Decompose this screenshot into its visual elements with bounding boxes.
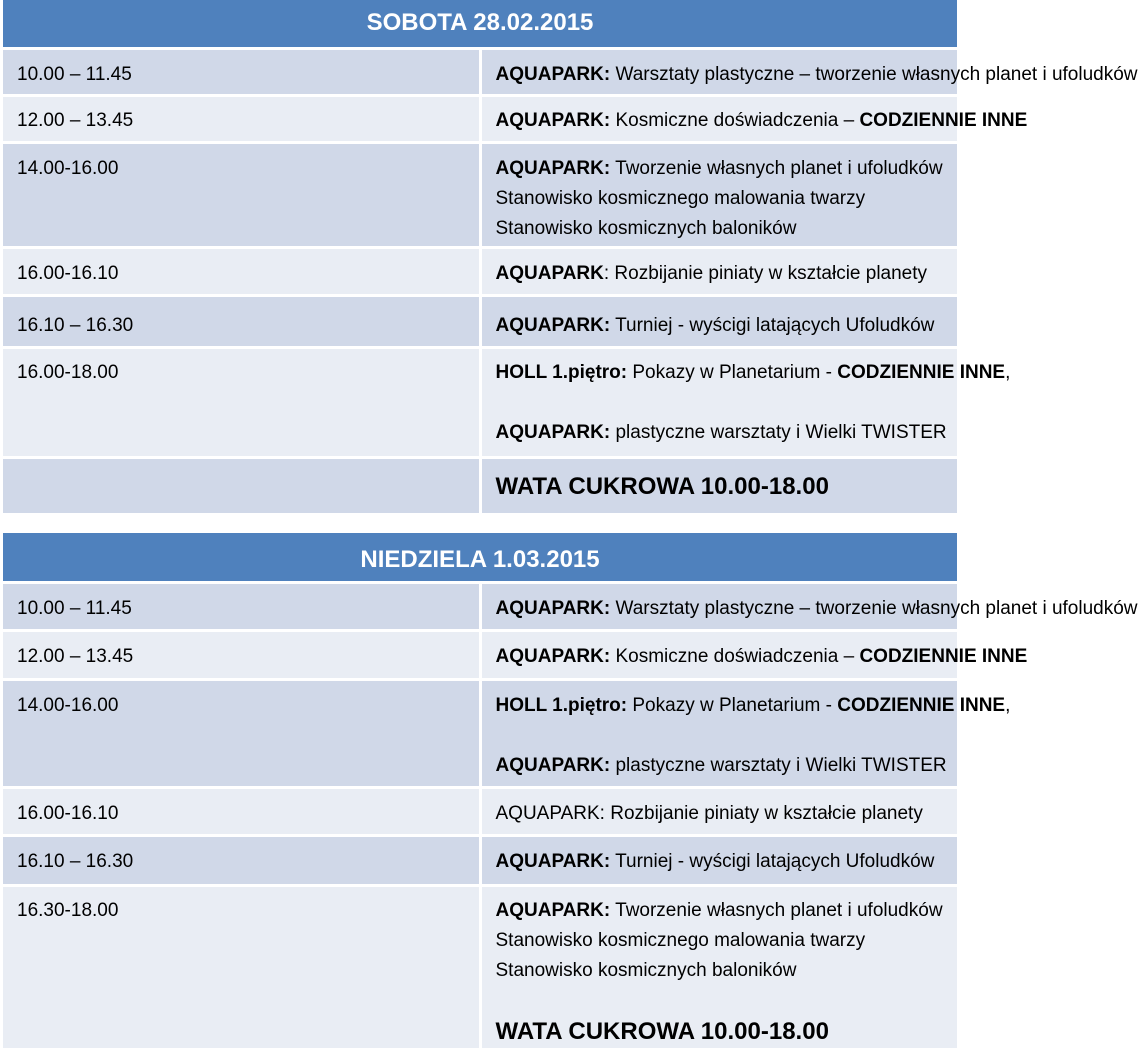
activity-label-bold: AQUAPARK:	[495, 754, 611, 776]
activity-label-bold: AQUAPARK:	[495, 158, 611, 179]
schedule-row	[3, 96, 957, 143]
activity-cell	[480, 458, 957, 513]
activity-cell	[480, 248, 957, 296]
schedule-row	[3, 835, 957, 885]
cotton-candy-note: WATA CUKROWA 10.00-18.00	[495, 1017, 829, 1045]
activity-line	[496, 311, 958, 341]
time-cell	[3, 835, 480, 885]
time-label	[17, 471, 479, 501]
activity-line	[495, 594, 1138, 624]
activity-cell	[480, 143, 957, 248]
time-label: 10.00 – 11.45	[17, 64, 132, 85]
sunday-title: NIEDZIELA 1.03.2015	[360, 545, 600, 573]
activity-text: Stanowisko kosmicznego malowania twarzy	[495, 188, 866, 209]
activity-text: Stanowisko kosmicznego malowania twarzy	[495, 929, 866, 951]
activity-line	[495, 691, 1011, 721]
activity-cell	[480, 348, 1011, 458]
activity-line	[496, 751, 958, 781]
activity-cell	[480, 296, 957, 348]
time-cell	[3, 143, 480, 248]
time-label: 14.00-16.00	[17, 694, 119, 716]
time-cell	[3, 296, 480, 348]
activity-line	[495, 642, 1028, 672]
time-cell	[3, 49, 480, 96]
schedule-row	[3, 348, 957, 458]
saturday-header-row	[3, 0, 957, 49]
activity-cell	[480, 679, 1011, 787]
activity-text: Tworzenie własnych planet i ufoludków	[610, 158, 943, 179]
activity-line	[495, 60, 1138, 90]
day-separator	[0, 513, 960, 533]
sunday-schedule-body	[3, 533, 1138, 1048]
activity-text: ,	[1005, 362, 1011, 383]
activity-text: Warsztaty plastyczne – tworzenie własnych planet i ufoludków	[610, 597, 1138, 619]
activity-cell	[480, 835, 957, 885]
activity-line	[496, 259, 958, 289]
activity-line	[496, 799, 958, 829]
activity-text: Tworzenie własnych planet i ufoludków	[610, 899, 943, 921]
activity-cell	[480, 885, 957, 1048]
activity-text: plastyczne warsztaty i Wielki TWISTER	[610, 754, 947, 776]
time-cell	[3, 630, 480, 679]
activity-label-bold: HOLL 1.piętro:	[495, 362, 628, 383]
activity-label-bold: CODZIENNIE INNE	[837, 362, 1006, 383]
schedule-row	[3, 787, 957, 835]
cotton-candy-note: WATA CUKROWA 10.00-18.00	[495, 473, 829, 500]
schedule-row	[3, 143, 957, 248]
activity-text: Turniej - wyścigi latających Ufoludków	[610, 315, 935, 336]
activity-line	[496, 926, 958, 956]
activity-text: Pokazy w Planetarium -	[627, 694, 838, 716]
activity-line	[496, 184, 958, 214]
time-label: 16.30-18.00	[17, 899, 119, 921]
activity-text: Warsztaty plastyczne – tworzenie własnych planet i ufoludków	[610, 64, 1138, 85]
saturday-schedule-body	[3, 0, 1138, 513]
activity-label-bold: AQUAPARK:	[495, 850, 611, 872]
activity-label-bold: AQUAPARK:	[495, 110, 611, 131]
activity-text: AQUAPARK: Rozbijanie piniaty w kształcie planety	[495, 802, 923, 824]
activity-text: Stanowisko kosmicznych baloników	[495, 218, 797, 239]
time-label: 12.00 – 13.45	[17, 645, 134, 667]
schedule-row	[3, 679, 957, 787]
activity-line	[496, 986, 958, 1016]
saturday-schedule-table	[3, 0, 1138, 513]
activity-cell	[480, 787, 957, 835]
schedule-row	[3, 49, 957, 96]
activity-label-bold: AQUAPARK:	[495, 597, 611, 619]
time-label: 14.00-16.00	[17, 158, 119, 179]
activity-text: plastyczne warsztaty i Wielki TWISTER	[610, 422, 947, 443]
sunday-header-row	[3, 533, 957, 583]
saturday-header	[3, 0, 957, 49]
time-cell	[3, 348, 480, 458]
schedule-row	[3, 630, 957, 679]
activity-text: Kosmiczne doświadczenia –	[610, 645, 860, 667]
activity-line	[496, 418, 958, 448]
activity-line	[496, 721, 958, 751]
activity-text: ,	[1005, 694, 1011, 716]
sunday-header	[3, 533, 957, 583]
time-cell	[3, 248, 480, 296]
time-label: 10.00 – 11.45	[17, 597, 132, 619]
time-label: 16.00-18.00	[17, 362, 119, 383]
time-cell	[3, 96, 480, 143]
time-label: 12.00 – 13.45	[17, 110, 134, 131]
activity-line	[496, 154, 958, 184]
activity-label-bold: AQUAPARK	[495, 263, 604, 284]
activity-label-bold: CODZIENNIE INNE	[859, 645, 1028, 667]
schedule-row	[3, 582, 957, 630]
activity-label-bold: AQUAPARK:	[495, 64, 611, 85]
activity-text: Turniej - wyścigi latających Ufoludków	[610, 850, 935, 872]
schedule-row	[3, 296, 957, 348]
activity-label-bold: AQUAPARK:	[495, 422, 611, 443]
time-label: 16.00-16.10	[17, 802, 119, 824]
time-cell	[3, 458, 480, 513]
activity-label-bold: CODZIENNIE INNE	[859, 110, 1028, 131]
activity-line	[496, 847, 958, 877]
activity-line	[496, 214, 958, 244]
activity-label-bold: HOLL 1.piętro:	[495, 694, 628, 716]
activity-line	[496, 388, 958, 418]
schedule-row	[3, 885, 957, 1048]
time-cell	[3, 787, 480, 835]
time-cell	[3, 679, 480, 787]
activity-line	[495, 358, 1011, 388]
time-label: 16.10 – 16.30	[17, 850, 134, 872]
time-cell	[3, 885, 480, 1048]
time-label: 16.00-16.10	[17, 263, 119, 284]
activity-label-bold: AQUAPARK:	[495, 645, 611, 667]
activity-text: Stanowisko kosmicznych baloników	[495, 959, 797, 981]
activity-line	[495, 106, 1028, 136]
activity-cell	[480, 49, 1138, 96]
activity-cell	[480, 582, 1138, 630]
saturday-title: SOBOTA 28.02.2015	[366, 9, 594, 36]
activity-text: : Rozbijanie piniaty w kształcie planety	[603, 263, 928, 284]
activity-text: Pokazy w Planetarium -	[627, 362, 838, 383]
activity-label-bold: AQUAPARK:	[495, 899, 611, 921]
activity-line	[496, 896, 958, 926]
sunday-schedule-table	[3, 533, 1138, 1048]
schedule-row	[3, 248, 957, 296]
time-label: 16.10 – 16.30	[17, 315, 134, 336]
activity-cell	[480, 630, 1028, 679]
time-cell	[3, 582, 480, 630]
schedule-row	[3, 458, 957, 513]
activity-label-bold: CODZIENNIE INNE	[837, 694, 1006, 716]
activity-text: Kosmiczne doświadczenia –	[610, 110, 860, 131]
activity-line	[496, 956, 958, 986]
activity-label-bold: AQUAPARK:	[495, 315, 611, 336]
activity-cell	[480, 96, 1028, 143]
